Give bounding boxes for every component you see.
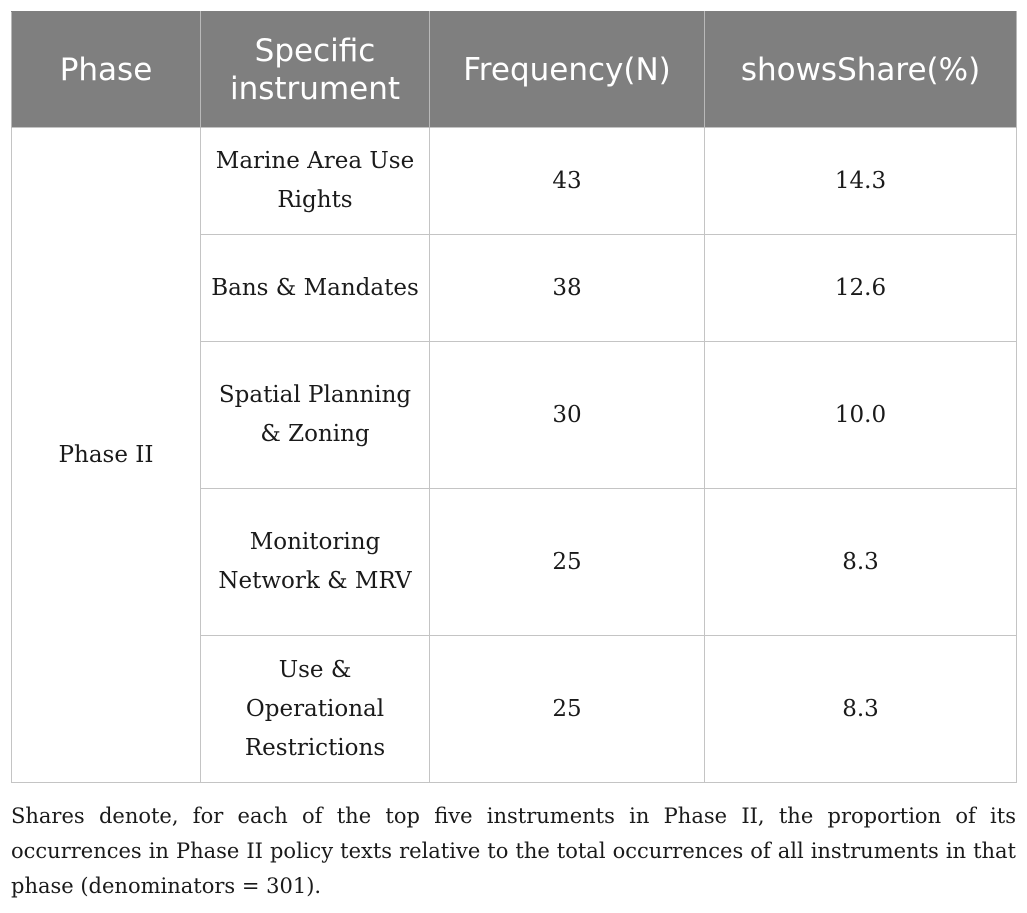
header-row	[12, 12, 1017, 128]
instrument-cell: Spatial Planning & Zoning	[201, 342, 430, 489]
share-cell: 8.3	[705, 636, 1017, 783]
table-body	[12, 128, 1017, 783]
share-cell: 14.3	[705, 128, 1017, 235]
frequency-cell: 38	[430, 235, 705, 342]
instrument-cell: Use & Operational Restrictions	[201, 636, 430, 783]
instrument-cell: Bans & Mandates	[201, 235, 430, 342]
frequency-cell: 30	[430, 342, 705, 489]
instrument-cell: Marine Area Use Rights	[201, 128, 430, 235]
share-cell: 10.0	[705, 342, 1017, 489]
frequency-cell: 25	[430, 636, 705, 783]
table-header	[12, 12, 1017, 128]
header-share: showsShare(%)	[705, 12, 1017, 128]
share-cell: 8.3	[705, 489, 1017, 636]
header-frequency: Frequency(N)	[430, 12, 705, 128]
header-specific-instrument: Specific instrument	[201, 12, 430, 128]
frequency-cell: 25	[430, 489, 705, 636]
instrument-table	[11, 11, 1017, 783]
header-phase: Phase	[12, 12, 201, 128]
frequency-cell: 43	[430, 128, 705, 235]
share-cell: 12.6	[705, 235, 1017, 342]
instrument-cell: Monitoring Network & MRV	[201, 489, 430, 636]
table-footnote: Shares denote, for each of the top five instruments in Phase II, the proportion of its occurrences in Phase II policy texts relative to the total occurrences of all instruments in that phase (denominators = 301).	[11, 804, 1016, 898]
phase-cell: Phase II	[12, 128, 201, 783]
table-row	[12, 128, 1017, 235]
